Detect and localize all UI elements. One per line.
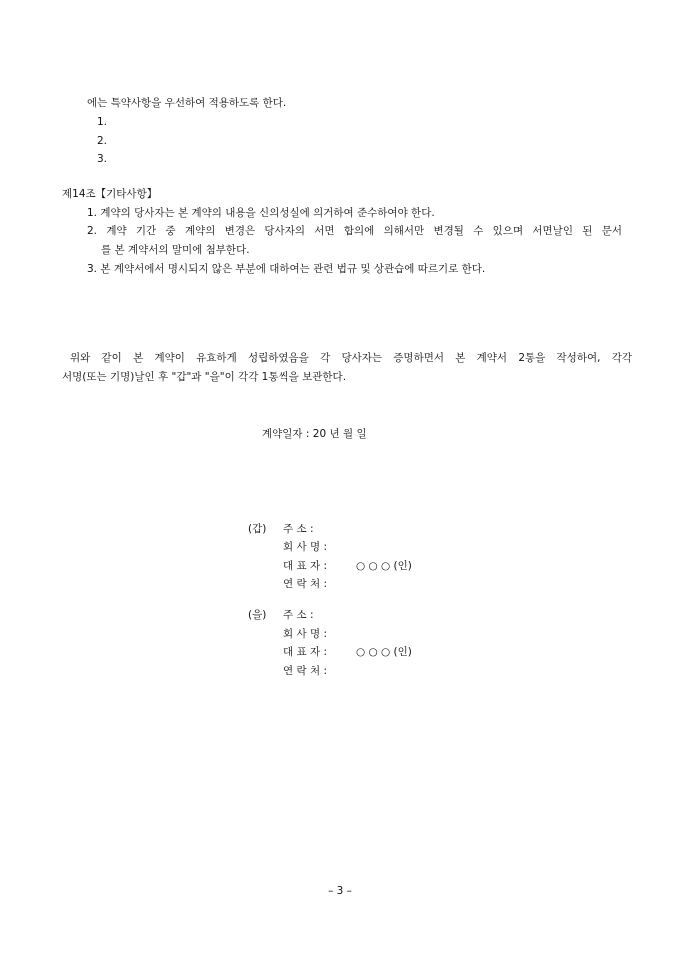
party-b-rep-label: 대 표 자 : (283, 646, 327, 658)
party-a-tag: (갑) (248, 523, 267, 535)
special-terms-intro: 에는 특약사항을 우선하여 적용하도록 한다. (87, 97, 287, 109)
party-a-address-label: 주 소 : (283, 523, 314, 535)
page-number: – 3 – (328, 885, 352, 897)
contract-date: 계약일자 : 20 년 월 일 (262, 428, 367, 440)
special-term-item-2: 2. (97, 135, 108, 147)
party-b-contact-label: 연 락 처 : (283, 665, 327, 677)
party-a-company-label: 회 사 명 : (283, 541, 327, 553)
special-term-item-1: 1. (97, 116, 108, 128)
article14-clause-2-line-2: 를 본 계약서의 말미에 첨부한다. (101, 244, 250, 256)
party-a-contact-label: 연 락 처 : (283, 578, 327, 590)
party-a-rep-label: 대 표 자 : (283, 560, 327, 572)
witness-line-1: 위와 같이 본 계약이 유효하게 성립하였음을 각 당사자는 증명하면서 본 계약서 2통을 작성하여, 각각 (70, 352, 632, 364)
article14-heading: 제14조【기타사항】 (62, 188, 158, 200)
party-b-company-label: 회 사 명 : (283, 628, 327, 640)
party-b-rep-seal: ○ ○ ○ (인) (356, 646, 412, 658)
party-b-tag: (을) (248, 609, 267, 621)
article14-clause-1: 1. 계약의 당사자는 본 계약의 내용을 신의성실에 의거하여 준수하여야 한다. (87, 207, 435, 219)
article14-clause-3: 3. 본 계약서에서 명시되지 않은 부분에 대하여는 관련 법규 및 상관습에 따르기로 한다. (87, 263, 486, 275)
party-b-address-label: 주 소 : (283, 609, 314, 621)
party-a-rep-seal: ○ ○ ○ (인) (356, 560, 412, 572)
article14-clause-2-line-1: 2. 계약 기간 중 계약의 변경은 당사자의 서면 합의에 의해서만 변경될 수 있으며 서면날인 된 문서 (87, 225, 622, 237)
witness-line-2: 서명(또는 기명)날인 후 "갑"과 "을"이 각각 1통씩을 보관한다. (62, 371, 347, 383)
special-term-item-3: 3. (97, 153, 108, 165)
